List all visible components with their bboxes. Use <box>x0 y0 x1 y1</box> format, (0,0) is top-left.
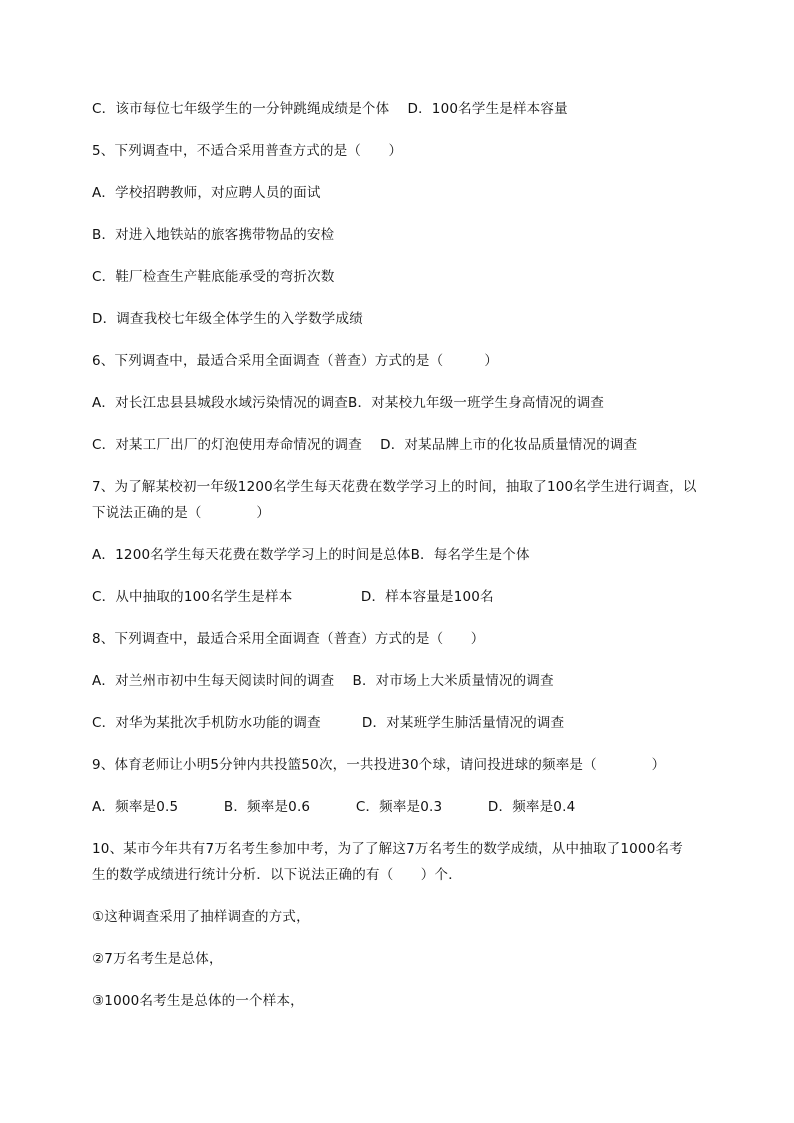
q10-statement-1: ①这种调查采用了抽样调查的方式， <box>92 909 310 925</box>
q10-stem-line2: 生的数学成绩进行统计分析．以下说法正确的有（ ）个． <box>92 867 462 883</box>
q6-option-c-d: C．对某工厂出厂的灯泡使用寿命情况的调查 D．对某品牌上市的化妆品质量情况的调查 <box>92 437 638 453</box>
q6-option-a-b: A．对长江忠县县城段水域污染情况的调查B．对某校九年级一班学生身高情况的调查 <box>92 395 605 411</box>
q7-stem-line2: 下说法正确的是（ ） <box>92 505 271 521</box>
q10-stem-line1: 10、某市今年共有7万名考生参加中考，为了了解这7万名考生的数学成绩，从中抽取了1000名考 <box>92 841 683 857</box>
q10-statement-3: ③1000名考生是总体的一个样本， <box>92 993 304 1009</box>
q5-option-a: A．学校招聘教师，对应聘人员的面试 <box>92 185 321 201</box>
q7-stem-line1: 7、为了解某校初一年级1200名学生每天花费在数学学习上的时间，抽取了100名学生进行调查，以 <box>92 479 697 495</box>
q7-option-a-b: A．1200名学生每天花费在数学学习上的时间是总体B．每名学生是个体 <box>92 547 530 563</box>
q4-option-c-d: C．该市每位七年级学生的一分钟跳绳成绩是个体 D．100名学生是样本容量 <box>92 101 568 117</box>
q9-options: A．频率是0.5 B．频率是0.6 C．频率是0.3 D．频率是0.4 <box>92 799 576 815</box>
q5-stem: 5、下列调查中，不适合采用普查方式的是（ ） <box>92 143 403 159</box>
q5-option-b: B．对进入地铁站的旅客携带物品的安检 <box>92 227 335 243</box>
q6-stem: 6、下列调查中，最适合采用全面调查（普查）方式的是（ ） <box>92 353 499 369</box>
q8-option-a-b: A．对兰州市初中生每天阅读时间的调查 B．对市场上大米质量情况的调查 <box>92 673 554 689</box>
q5-option-d: D．调查我校七年级全体学生的入学数学成绩 <box>92 311 363 327</box>
q8-option-c-d: C．对华为某批次手机防水功能的调查 D．对某班学生肺活量情况的调查 <box>92 715 565 731</box>
q10-statement-2: ②7万名考生是总体， <box>92 951 223 967</box>
q8-stem: 8、下列调查中，最适合采用全面调查（普查）方式的是（ ） <box>92 631 485 647</box>
q5-option-c: C．鞋厂检查生产鞋底能承受的弯折次数 <box>92 269 335 285</box>
q7-option-c-d: C．从中抽取的100名学生是样本 D．样本容量是100名 <box>92 589 494 605</box>
q9-stem: 9、体育老师让小明5分钟内共投篮50次，一共投进30个球，请问投进球的频率是（ ） <box>92 757 666 773</box>
